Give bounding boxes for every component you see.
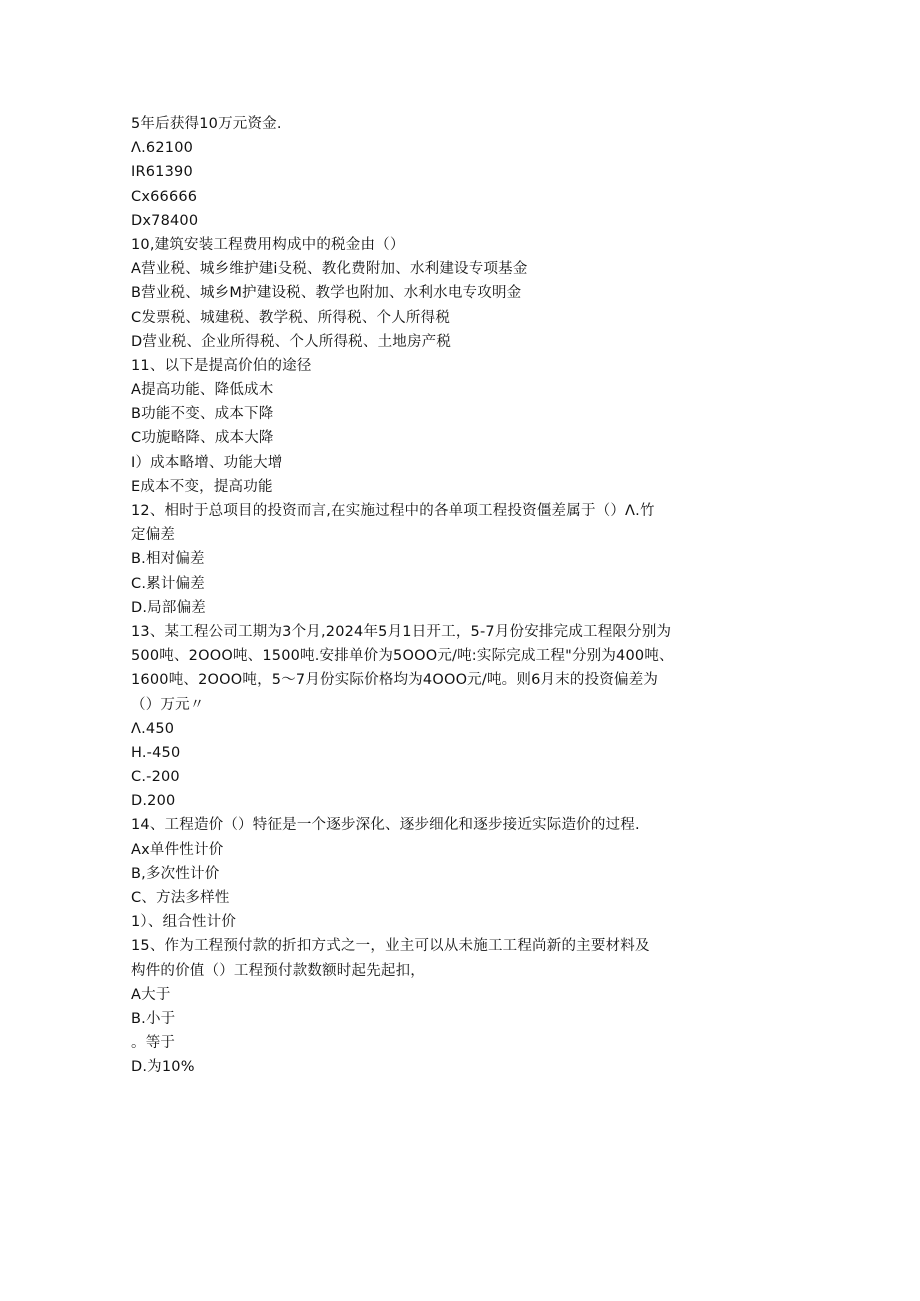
answer-option: 。等于 — [131, 1035, 176, 1052]
question-text: 5年后获得10万元资金. — [131, 116, 282, 132]
question-10: 10,建筑安装工程费用构成中的税金由（） — [131, 236, 405, 253]
question-15: 15、作为工程预付款的折扣方式之一，业主可以从未施工工程尚新的主要材料及 — [131, 938, 650, 955]
answer-option: B.小于 — [131, 1010, 176, 1027]
question-text: 定偏差 — [131, 527, 176, 544]
answer-option: Dx78400 — [131, 212, 199, 229]
answer-option: D.200 — [131, 793, 176, 810]
answer-option: C、方法多样性 — [131, 890, 230, 906]
answer-option: A营业税、城乡维护建i殳税、教化费附加、水利建设专项基金 — [131, 261, 528, 278]
answer-option: Cx66666 — [131, 188, 198, 205]
question-13: 13、某工程公司工期为3个月,2024年5月1日开工，5-7月份安排完成工程限分别为 — [131, 623, 672, 640]
answer-option: D营业税、企业所得税、个人所得税、土地房产税 — [131, 333, 452, 350]
answer-option: B,多次性计价 — [131, 865, 220, 882]
answer-option: Ax单件性计价 — [131, 841, 224, 858]
document-body — [131, 112, 691, 1080]
answer-option: A大于 — [131, 986, 171, 1003]
answer-option: C功旎略降、成本大降 — [131, 430, 274, 447]
question-text: 1600吨、2OOO吨，5〜7月份实际价格均为4OOO元/吨。则6月末的投资偏差为 — [131, 672, 659, 689]
answer-option: C.-200 — [131, 769, 180, 786]
question-14: 14、工程造价（）特征是一个逐步深化、逐步细化和逐步接近实际造价的过程. — [131, 817, 640, 834]
question-12: 12、相时于总项目的投资而言,在实施过程中的各单项工程投资僵差属于（）Λ.竹 — [131, 503, 655, 519]
question-text: 构件的价值（）工程预付款数额时起先起扣， — [131, 962, 425, 979]
answer-option: E成本不变，提高功能 — [131, 478, 273, 495]
question-11: 11、以下是提高价伯的途径 — [131, 357, 312, 374]
answer-option: H.-450 — [131, 744, 181, 761]
answer-option: C.累计偏差 — [131, 575, 205, 592]
answer-option: IR61390 — [131, 164, 193, 181]
question-text: 500吨、2OOO吨、1500吨.安排单价为5OOO元/吨:实际完成工程"分别为400吨、 — [131, 648, 674, 665]
answer-option: Λ.62100 — [131, 140, 194, 157]
answer-option: C发票税、城建税、教学税、所得税、个人所得税 — [131, 309, 451, 326]
answer-option: D.为10% — [131, 1059, 195, 1076]
answer-option: I）成本略增、功能大增 — [131, 454, 283, 471]
answer-option: 1）、组合性计价 — [131, 914, 237, 931]
answer-option: D.局部偏差 — [131, 599, 206, 616]
answer-option: A提高功能、降低成木 — [131, 382, 274, 399]
answer-option: B功能不变、成本下降 — [131, 406, 274, 423]
answer-option: B.相对偏差 — [131, 551, 205, 568]
answer-option: Λ.450 — [131, 720, 175, 737]
answer-option: B营业税、城乡M护建设税、教学也附加、水利水电专攻明金 — [131, 285, 522, 302]
question-text: （）万元〃 — [131, 696, 205, 713]
